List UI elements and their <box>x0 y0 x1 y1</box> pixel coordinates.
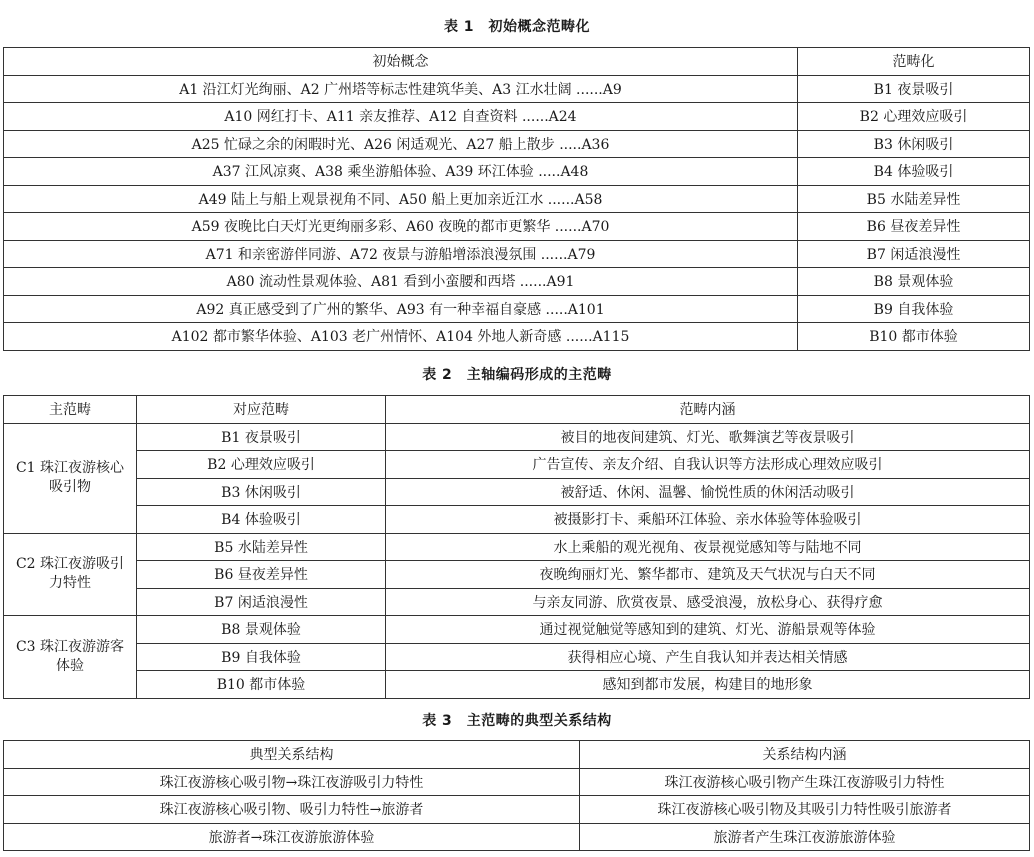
table-row <box>4 823 1030 851</box>
category-cell: B5 水陆差异性 <box>798 185 1030 213</box>
table3-header-meaning: 关系结构内涵 <box>580 741 1030 769</box>
table3-header-row <box>4 741 1030 769</box>
category-cell: B7 闲适浪漫性 <box>798 240 1030 268</box>
concept-cell: A10 网红打卡、A11 亲友推荐、A12 自查资料 ......A24 <box>4 103 798 131</box>
table-row <box>4 451 1030 479</box>
relation-meaning-cell: 珠江夜游核心吸引物产生珠江夜游吸引力特性 <box>580 768 1030 796</box>
table-row <box>4 103 1030 131</box>
sub-category-cell: B3 休闲吸引 <box>137 478 386 506</box>
table-row <box>4 423 1030 451</box>
table2-header-category: 对应范畴 <box>137 396 386 424</box>
category-cell: B9 自我体验 <box>798 295 1030 323</box>
table-row <box>4 213 1030 241</box>
table-row <box>4 506 1030 534</box>
category-cell: B1 夜景吸引 <box>798 75 1030 103</box>
table3-header-structure: 典型关系结构 <box>4 741 580 769</box>
sub-category-cell: B9 自我体验 <box>137 643 386 671</box>
concept-cell: A49 陆上与船上观景视角不同、A50 船上更加亲近江水 ......A58 <box>4 185 798 213</box>
category-cell: B4 体验吸引 <box>798 158 1030 186</box>
concept-cell: A37 江风凉爽、A38 乘坐游船体验、A39 环江体验 .....A48 <box>4 158 798 186</box>
sub-category-cell: B2 心理效应吸引 <box>137 451 386 479</box>
table-row <box>4 478 1030 506</box>
category-cell: B2 心理效应吸引 <box>798 103 1030 131</box>
table3-caption: 表 3 主范畴的典型关系结构 <box>422 713 612 729</box>
relation-meaning-cell: 旅游者产生珠江夜游旅游体验 <box>580 823 1030 851</box>
table-row <box>4 295 1030 323</box>
table3 <box>3 740 1030 851</box>
category-meaning-cell: 获得相应心境、产生自我认知并表达相关情感 <box>386 643 1030 671</box>
table1-header-category: 范畴化 <box>798 48 1030 76</box>
category-meaning-cell: 被舒适、休闲、温馨、愉悦性质的休闲活动吸引 <box>386 478 1030 506</box>
concept-cell: A25 忙碌之余的闲暇时光、A26 闲适观光、A27 船上散步 .....A36 <box>4 130 798 158</box>
table-row <box>4 75 1030 103</box>
sub-category-cell: B1 夜景吸引 <box>137 423 386 451</box>
table-row <box>4 185 1030 213</box>
sub-category-cell: B4 体验吸引 <box>137 506 386 534</box>
table-row <box>4 130 1030 158</box>
sub-category-cell: B5 水陆差异性 <box>137 533 386 561</box>
category-meaning-cell: 水上乘船的观光视角、夜景视觉感知等与陆地不同 <box>386 533 1030 561</box>
table-row <box>4 533 1030 561</box>
concept-cell: A102 都市繁华体验、A103 老广州情怀、A104 外地人新奇感 ......A115 <box>4 323 798 351</box>
category-meaning-cell: 与亲友同游、欣赏夜景、感受浪漫，放松身心、获得疗愈 <box>386 588 1030 616</box>
sub-category-cell: B10 都市体验 <box>137 671 386 699</box>
sub-category-cell: B6 昼夜差异性 <box>137 561 386 589</box>
table-row <box>4 588 1030 616</box>
sub-category-cell: B7 闲适浪漫性 <box>137 588 386 616</box>
category-cell: B6 昼夜差异性 <box>798 213 1030 241</box>
relation-structure-cell: 珠江夜游核心吸引物→珠江夜游吸引力特性 <box>4 768 580 796</box>
table1-header-concept: 初始概念 <box>4 48 798 76</box>
category-cell: B3 休闲吸引 <box>798 130 1030 158</box>
table2-header-row <box>4 396 1030 424</box>
category-meaning-cell: 被摄影打卡、乘船环江体验、亲水体验等体验吸引 <box>386 506 1030 534</box>
category-meaning-cell: 广告宣传、亲友介绍、自我认识等方法形成心理效应吸引 <box>386 451 1030 479</box>
concept-cell: A80 流动性景观体验、A81 看到小蛮腰和西塔 ......A91 <box>4 268 798 296</box>
concept-cell: A92 真正感受到了广州的繁华、A93 有一种幸福自豪感 .....A101 <box>4 295 798 323</box>
table-row <box>4 158 1030 186</box>
category-cell: B8 景观体验 <box>798 268 1030 296</box>
category-meaning-cell: 夜晚绚丽灯光、繁华都市、建筑及天气状况与白天不同 <box>386 561 1030 589</box>
sub-category-cell: B8 景观体验 <box>137 616 386 644</box>
relation-meaning-cell: 珠江夜游核心吸引物及其吸引力特性吸引旅游者 <box>580 796 1030 824</box>
table-row <box>4 561 1030 589</box>
table2-caption: 表 2 主轴编码形成的主范畴 <box>422 367 612 383</box>
main-category-cell: C3 珠江夜游游客体验 <box>4 616 137 699</box>
table-row <box>4 268 1030 296</box>
category-meaning-cell: 感知到都市发展，构建目的地形象 <box>386 671 1030 699</box>
main-category-cell: C2 珠江夜游吸引力特性 <box>4 533 137 616</box>
table-row <box>4 796 1030 824</box>
table2-header-main: 主范畴 <box>4 396 137 424</box>
relation-structure-cell: 珠江夜游核心吸引物、吸引力特性→旅游者 <box>4 796 580 824</box>
table-row <box>4 768 1030 796</box>
table-row <box>4 643 1030 671</box>
table-row <box>4 323 1030 351</box>
table-row <box>4 240 1030 268</box>
table2 <box>3 395 1030 699</box>
table1-caption: 表 1 初始概念范畴化 <box>443 19 591 35</box>
category-cell: B10 都市体验 <box>798 323 1030 351</box>
concept-cell: A1 沿江灯光绚丽、A2 广州塔等标志性建筑华美、A3 江水壮阔 ......A9 <box>4 75 798 103</box>
relation-structure-cell: 旅游者→珠江夜游旅游体验 <box>4 823 580 851</box>
table1 <box>3 47 1030 351</box>
category-meaning-cell: 通过视觉触觉等感知到的建筑、灯光、游船景观等体验 <box>386 616 1030 644</box>
main-category-cell: C1 珠江夜游核心吸引物 <box>4 423 137 533</box>
concept-cell: A59 夜晚比白天灯光更绚丽多彩、A60 夜晚的都市更繁华 ......A70 <box>4 213 798 241</box>
table2-header-meaning: 范畴内涵 <box>386 396 1030 424</box>
table-row <box>4 671 1030 699</box>
table1-header-row <box>4 48 1030 76</box>
table-row <box>4 616 1030 644</box>
concept-cell: A71 和亲密游伴同游、A72 夜景与游船增添浪漫氛围 ......A79 <box>4 240 798 268</box>
category-meaning-cell: 被目的地夜间建筑、灯光、歌舞演艺等夜景吸引 <box>386 423 1030 451</box>
